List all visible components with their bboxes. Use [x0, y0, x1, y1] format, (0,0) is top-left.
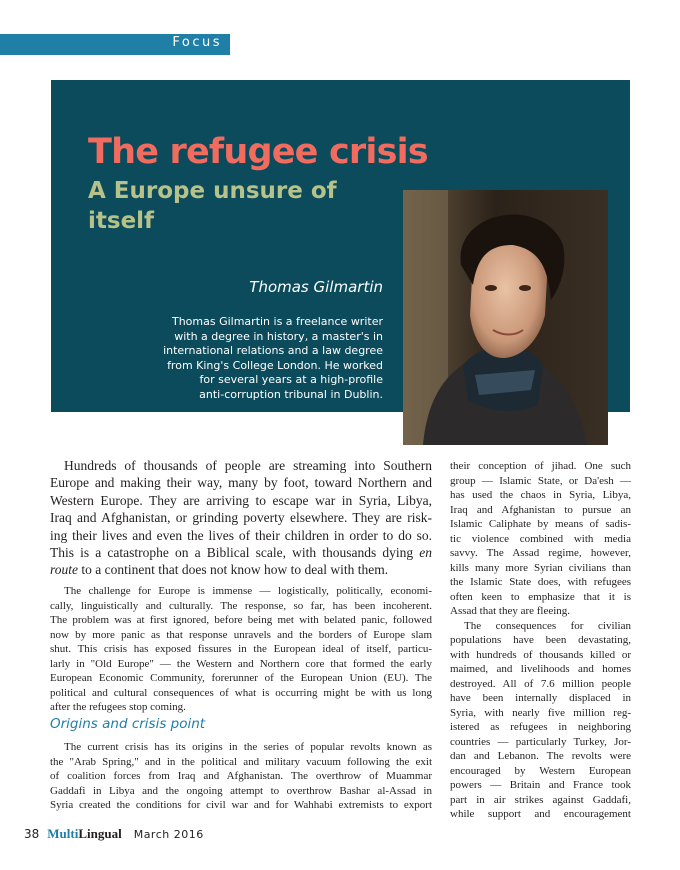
lead-line: Iraq and Afghanistan, or grinding poverty elsewhere. They are risk- [50, 510, 432, 526]
body-line: shut. This crisis has exposed fissures in the European ideal of itself, particu- [50, 643, 432, 655]
body-line: destroyed. All of 7.6 million people [450, 677, 631, 690]
body-line: savvy. The Assad regime, however, [450, 547, 631, 559]
issue-date: March 2016 [133, 828, 204, 841]
lead-line-text: to a continent that does not know how to deal with them. [81, 562, 389, 578]
body-line: of coalition forces from Iraq and Afghanistan. The overthrow of Muammar [50, 770, 432, 782]
body-line: The challenge for Europe is immense — logistically, politically, economi- [64, 585, 432, 597]
lead-line: Western Europe. They are arriving to escape war in Syria, Libya, [50, 492, 432, 508]
lead-line: Europe and making their way, many by foot, toward Northern and [50, 475, 432, 491]
bio-line: from King's College London. He worked [167, 358, 383, 372]
body-line: Gaddafi in Libya and the ongoing attempt to overthrow Bashar al-Assad in [50, 784, 432, 797]
body-line: the "Arab Spring," and in the political and military vacuum following the exit [50, 755, 432, 768]
body-line: tic violence combined with media [450, 532, 631, 545]
body-line: political and cultural consequences of what is occurring might be with us long [50, 686, 432, 699]
lead-italic: route [50, 562, 78, 578]
body-line: dan and Lebanon. The revolts were [450, 750, 631, 762]
body-line: their conception of jihad. One such [450, 460, 631, 472]
lead-line: Hundreds of thousands of people are streaming into Southern [64, 458, 432, 473]
body-line: The current crisis has its origins in the series of popular revolts known as [64, 741, 432, 753]
body-line: countries — particularly Turkey, Jor- [450, 735, 631, 748]
bio-line: for several years at a high-profile [199, 373, 383, 386]
body-line: the Islamic State does, with refugees [450, 576, 631, 588]
lead-paragraph [50, 457, 432, 579]
paragraph-origins [50, 740, 432, 813]
body-line: Syria created the conditions for civil war and for Wahhabi extremists to export [50, 799, 432, 811]
body-line: istered as refugees in neighboring [450, 721, 631, 733]
publication-logo [47, 826, 121, 842]
body-line: Syria, with nearly five million reg- [450, 706, 631, 719]
body-line: European Economic Community, forerunner of the European Union (EU). The [50, 672, 432, 684]
author-photo [403, 190, 608, 445]
right-column [450, 459, 631, 822]
body-line: has used the chaos in Syria, Libya, [450, 489, 631, 501]
bio-line: anti-corruption tribunal in Dublin. [199, 387, 383, 401]
body-line: Assad that they are fleeing. [450, 605, 571, 617]
body-line: populations have been devastating, [450, 634, 631, 646]
body-line: while support and encouragement [450, 808, 631, 820]
page-number: 38 [24, 827, 40, 841]
page-footer [24, 826, 204, 842]
body-line: cally, linguistically and culturally. The response, so far, has been incoherent. [50, 599, 432, 612]
section-label: Focus [172, 35, 222, 50]
body-line: The problem was at first ignored, before being met with belated panic, followed [50, 614, 432, 626]
section-heading: Origins and crisis point [50, 716, 206, 732]
bio-line: with a degree in history, a master's in [174, 329, 383, 343]
body-line: with hundreds of thousands killed or [450, 648, 631, 661]
body-line: powers — Britain and France took [450, 779, 631, 791]
article-subtitle: A Europe unsure of itself [88, 178, 337, 234]
bio-line: Thomas Gilmartin is a freelance writer [171, 315, 383, 328]
body-line: Iraq and Afghanistan to pursue an [450, 503, 631, 516]
body-line: Islamic Caliphate by means of sadis- [450, 518, 631, 530]
body-line: larly in "Old Europe" — the Western and Northern core that formed the early [50, 657, 432, 670]
body-line: maimed, and livelihoods and homes [450, 663, 631, 675]
lead-line-text: This is a catastrophe on a Biblical scale, with thousands dying [50, 545, 414, 561]
lead-italic: en [419, 545, 433, 561]
body-line: kills many more Syrian civilians than [450, 561, 631, 574]
author-bio [150, 315, 383, 402]
body-line: part in air strikes against Gaddafi, [450, 793, 631, 806]
lead-line [50, 561, 432, 578]
lead-line [50, 544, 432, 561]
bio-line: international relations and a law degree [163, 344, 383, 357]
body-line: often keen to emphasize that it is [450, 590, 631, 603]
logo-lingual: Lingual [78, 826, 122, 841]
body-line: after the refugees stop coming. [50, 701, 186, 713]
body-line: now by more panic as that response unravels and the borders of Europe slam [50, 628, 432, 641]
section-bar [0, 34, 230, 55]
body-line: encouraged by Western European [450, 764, 631, 777]
article-title: The refugee crisis [88, 132, 428, 172]
body-line: The consequences for civilian [464, 619, 631, 632]
paragraph-challenge [50, 584, 432, 715]
logo-multi: Multi [47, 826, 79, 841]
body-line: group — Islamic State, or Da'esh — [450, 474, 631, 487]
lead-line: ing their lives and even the lives of their children in order to do so. [50, 527, 432, 543]
body-line: have been internally displaced in [450, 692, 631, 704]
author-name: Thomas Gilmartin [249, 278, 383, 296]
